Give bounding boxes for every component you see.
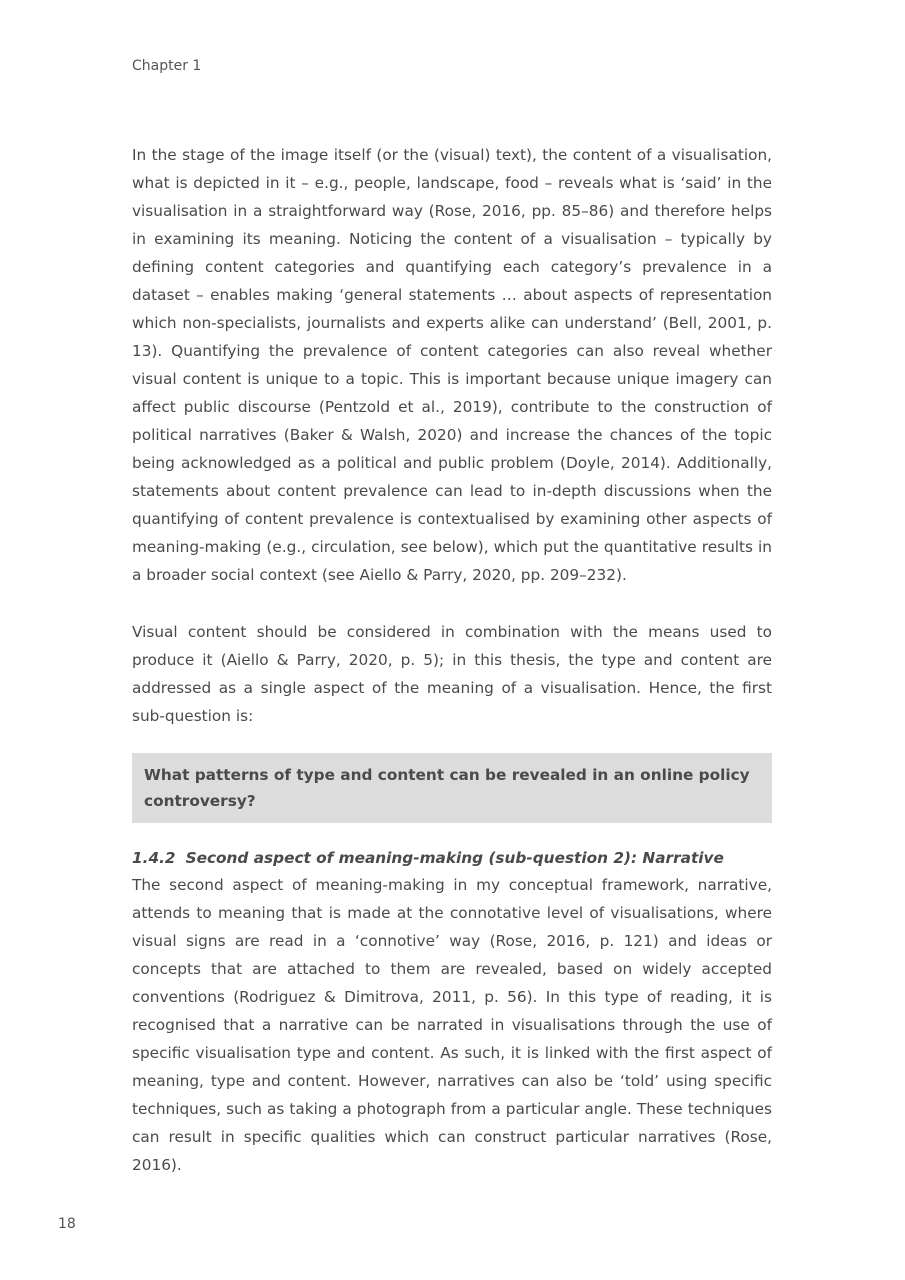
research-question-box — [132, 753, 772, 823]
body-paragraph-1: In the stage of the image itself (or the (visual) text), the content of a visualisation, what is depicted in it – e.g., people, landscape, food – reveals what is ‘said’ in the visualisation in a straightforward way (Rose, 2016, pp. 85–86) and therefore helps in examining its meaning. Noticing the content of a visualisation – typically by defining content categories and quantifying each category’s prevalence in a dataset – enables making ‘general statements … about aspects of representation which non-specialists, journalists and experts alike can understand’ (Bell, 2001, p. 13). Quantifying the prevalence of content categories can also reveal whether visual content is unique to a topic. This is important because unique imagery can affect public discourse (Pentzold et al., 2019), contribute to the construction of political narratives (Baker & Walsh, 2020) and increase the chances of the topic being acknowledged as a political and public problem (Doyle, 2014). Additionally, statements about content prevalence can lead to in-depth discussions when the quantifying of content prevalence is contextualised by examining other aspects of meaning-making (e.g., circulation, see below), which put the quantitative results in a broader social context (see Aiello & Parry, 2020, pp. 209–232). — [132, 146, 772, 584]
body-paragraph-3: The second aspect of meaning-making in my conceptual framework, narrative, attends to meaning that is made at the connotative level of visualisations, where visual signs are read in a ‘connotive’ way (Rose, 2016, p. 121) and ideas or concepts that are attached to them are revealed, based on widely accepted conventions (Rodriguez & Dimitrova, 2011, p. 56). In this type of reading, it is recognised that a narrative can be narrated in visualisations through the use of specific visualisation type and content. As such, it is linked with the first aspect of meaning, type and content. However, narratives can also be ‘told’ using specific techniques, such as taking a photograph from a particular angle. These techniques can result in specific qualities which can construct particular narratives (Rose, 2016). — [132, 876, 772, 1174]
section-number: 1.4.2 — [132, 849, 176, 867]
page-number: 18 — [58, 1216, 76, 1232]
running-head: Chapter 1 — [132, 58, 202, 74]
body-paragraph-2: Visual content should be considered in combination with the means used to produce it (Aiello & Parry, 2020, p. 5); in this thesis, the type and content are addressed as a single aspect of the meaning of a visualisation. Hence, the first sub-question is: — [132, 623, 772, 725]
section-heading — [132, 845, 772, 871]
research-question-text: What patterns of type and content can be revealed in an online policy controversy? — [144, 766, 750, 810]
section-title: Second aspect of meaning-making (sub-question 2): Narrative — [185, 849, 724, 867]
